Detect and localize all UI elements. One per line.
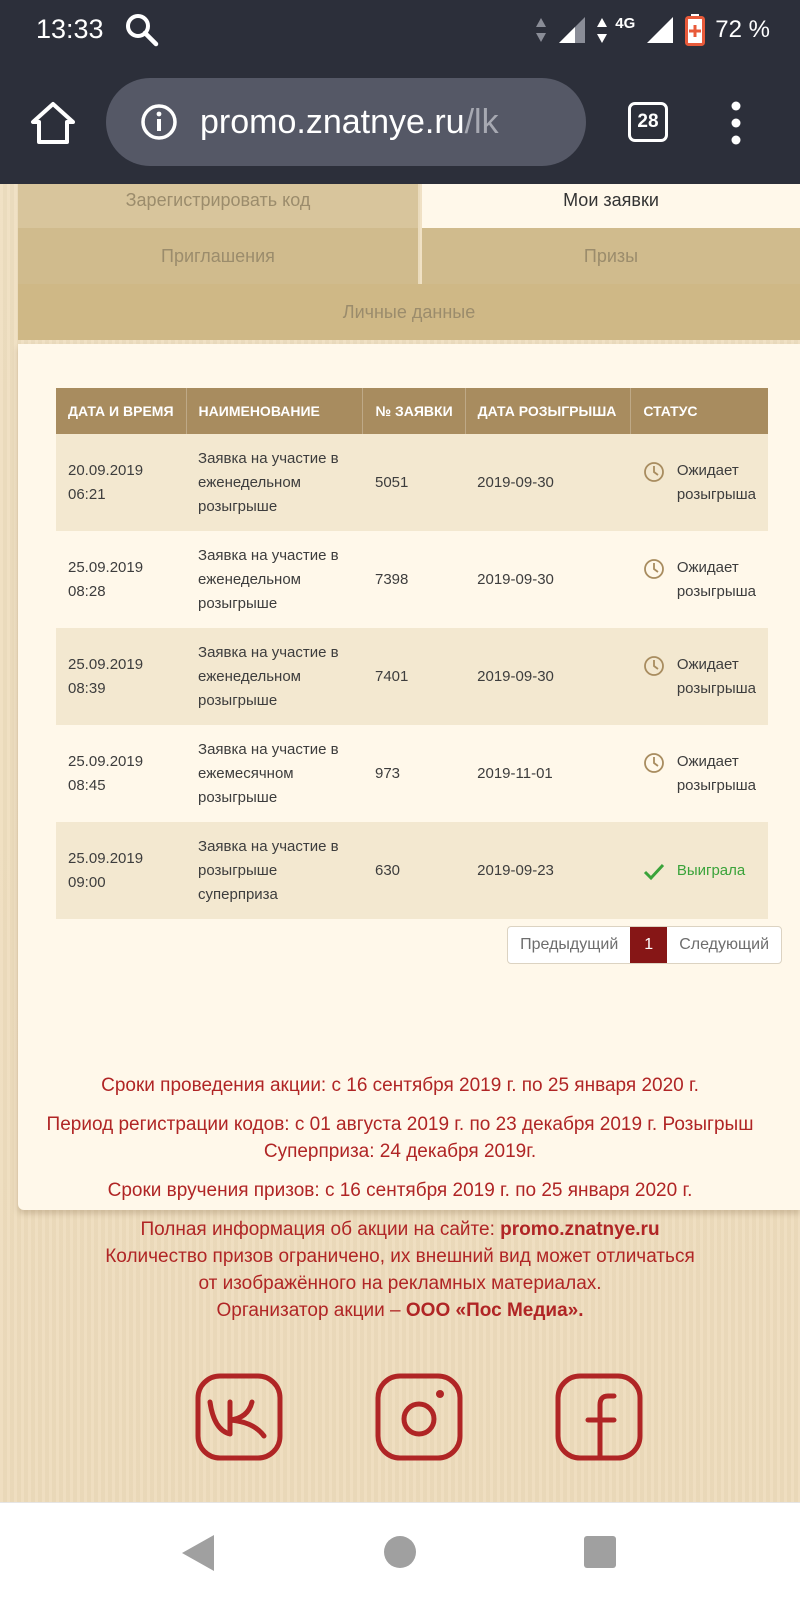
- application-name-line: розыгрыше: [198, 861, 278, 879]
- cell-draw-date: 2019-09-30: [465, 531, 631, 628]
- application-name-line: Заявка на участие в: [198, 449, 339, 467]
- tab-personal-data[interactable]: Личные данные: [18, 284, 800, 340]
- status-text: [677, 653, 756, 701]
- status-text-line: розыгрыша: [676, 776, 756, 794]
- cell-status: [631, 531, 768, 628]
- cell-date: 25.09.2019: [68, 752, 144, 770]
- cell-number: 7401: [363, 628, 465, 725]
- cell-date: 25.09.2019: [68, 558, 144, 576]
- cell-number: 7398: [363, 531, 465, 628]
- promo-info: [0, 1216, 800, 1324]
- status-indicators: [535, 12, 770, 48]
- cell-time: 09:00: [68, 873, 106, 891]
- home-nav-icon[interactable]: [383, 1535, 417, 1569]
- application-name-line: ежемесячном: [198, 764, 294, 782]
- info-icon[interactable]: [140, 103, 178, 141]
- pagination-next[interactable]: Следующий: [679, 936, 769, 953]
- cell-status: [631, 822, 768, 919]
- tab-switcher-button[interactable]: 28: [628, 102, 668, 142]
- status-text-line: Выиграла: [676, 861, 746, 879]
- battery-icon: [685, 14, 705, 46]
- pagination-current-page[interactable]: 1: [630, 927, 667, 963]
- col-header-number: № ЗАЯВКИ: [363, 388, 465, 434]
- system-nav-bar: [0, 1502, 800, 1600]
- table-row: [56, 628, 768, 725]
- table-row: [56, 725, 768, 822]
- cell-datetime: [56, 434, 186, 531]
- info-prefix: Полная информация об акции на сайте:: [140, 1219, 501, 1240]
- tab-invitations[interactable]: Приглашения: [18, 228, 418, 284]
- table-row: [56, 434, 768, 531]
- status-text-line: Ожидает: [676, 752, 739, 770]
- application-name-line: Заявка на участие в: [198, 740, 339, 758]
- status-text: [677, 459, 756, 507]
- status-text-line: розыгрыша: [676, 485, 756, 503]
- tab-register-code[interactable]: Зарегистрировать код: [18, 184, 418, 228]
- cell-status: [631, 628, 768, 725]
- cell-name: [186, 434, 363, 531]
- application-name-line: розыгрыше: [198, 594, 278, 612]
- status-text: [677, 859, 745, 883]
- cell-time: 06:21: [68, 485, 106, 503]
- col-header-draw-date: ДАТА РОЗЫГРЫША: [465, 388, 631, 434]
- network-type: 4G: [615, 14, 636, 32]
- page-content: [0, 184, 800, 1502]
- tab-my-applications[interactable]: Мои заявки: [422, 184, 800, 228]
- address-bar[interactable]: [106, 78, 586, 166]
- cell-date: 25.09.2019: [68, 655, 144, 673]
- instagram-icon[interactable]: [374, 1372, 464, 1462]
- limited-line-2: от изображённого на рекламных материалах.: [198, 1273, 602, 1294]
- search-icon: [124, 12, 160, 48]
- cell-draw-date: 2019-09-23: [465, 822, 631, 919]
- url-path: /lk: [464, 102, 499, 141]
- status-text-line: розыгрыша: [676, 582, 756, 600]
- cell-status: [631, 725, 768, 822]
- application-name-line: еженедельном: [198, 473, 301, 491]
- data-4g-arrows-icon: [597, 15, 617, 45]
- url-text[interactable]: [200, 103, 499, 142]
- clock-icon: [643, 461, 665, 483]
- cell-date: 25.09.2019: [68, 849, 144, 867]
- prize-delivery-period: Сроки вручения призов: с 16 сентября 2019 г. по 25 января 2020 г.: [107, 1180, 693, 1201]
- back-icon[interactable]: [180, 1533, 216, 1573]
- registration-period: [0, 1111, 800, 1165]
- cell-time: 08:45: [68, 776, 106, 794]
- data-arrows-icon: [535, 16, 547, 44]
- registration-line-1: Период регистрации кодов: с 01 августа 2019 г. по 23 декабря 2019 г. Розыгрыш: [46, 1114, 754, 1135]
- promo-period: Сроки проведения акции: с 16 сентября 2019 г. по 25 января 2020 г.: [101, 1075, 699, 1096]
- status-text-line: Ожидает: [676, 461, 739, 479]
- battery-percent: 72 %: [715, 16, 770, 43]
- application-name-line: еженедельном: [198, 570, 301, 588]
- status-text-line: Ожидает: [676, 655, 739, 673]
- application-name-line: розыгрыше: [198, 788, 278, 806]
- cell-name: [186, 531, 363, 628]
- facebook-icon[interactable]: [554, 1372, 644, 1462]
- application-name-line: Заявка на участие в: [198, 643, 339, 661]
- more-menu-icon[interactable]: [724, 98, 748, 148]
- status-text-line: Ожидает: [676, 558, 739, 576]
- vk-icon[interactable]: [194, 1372, 284, 1462]
- table-header-row: [56, 388, 768, 434]
- recent-apps-icon[interactable]: [583, 1535, 617, 1569]
- organizer-name: ООО «Пос Медиа».: [405, 1300, 584, 1321]
- clock-icon: [643, 655, 665, 677]
- col-header-status: СТАТУС: [631, 388, 768, 434]
- cell-datetime: [56, 628, 186, 725]
- cell-name: [186, 725, 363, 822]
- status-time: 13:33: [36, 14, 104, 44]
- clock-icon: [643, 558, 665, 580]
- cell-draw-date: 2019-09-30: [465, 628, 631, 725]
- cell-status: [631, 434, 768, 531]
- applications-table: [56, 388, 768, 919]
- signal-full-icon: [645, 15, 675, 45]
- application-name-line: Заявка на участие в: [198, 546, 339, 564]
- application-name-line: суперприза: [198, 885, 278, 903]
- cell-datetime: [56, 531, 186, 628]
- table-row: [56, 822, 768, 919]
- status-text: [677, 750, 756, 798]
- application-name-line: розыгрыше: [198, 497, 278, 515]
- limited-line-1: Количество призов ограничено, их внешний вид может отличаться: [105, 1246, 695, 1267]
- cell-draw-date: 2019-11-01: [465, 725, 631, 822]
- cell-time: 08:39: [68, 679, 106, 697]
- clock-icon: [643, 752, 665, 774]
- social-links: [0, 1372, 800, 1472]
- cell-draw-date: 2019-09-30: [465, 434, 631, 531]
- tab-prizes[interactable]: Призы: [422, 228, 800, 284]
- cell-number: 630: [363, 822, 465, 919]
- pagination: [507, 926, 782, 964]
- url-host: promo.znatnye.ru: [200, 102, 465, 141]
- table-row: [56, 531, 768, 628]
- application-name-line: розыгрыше: [198, 691, 278, 709]
- cell-number: 973: [363, 725, 465, 822]
- status-text: [677, 556, 756, 604]
- status-text-line: розыгрыша: [676, 679, 756, 697]
- browser-toolbar: [0, 62, 800, 184]
- cell-name: [186, 822, 363, 919]
- cell-date: 20.09.2019: [68, 461, 144, 479]
- col-header-date: ДАТА И ВРЕМЯ: [56, 388, 186, 434]
- cell-time: 08:28: [68, 582, 106, 600]
- status-bar: [0, 0, 800, 62]
- col-header-name: НАИМЕНОВАНИЕ: [186, 388, 363, 434]
- cell-datetime: [56, 822, 186, 919]
- application-name-line: Заявка на участие в: [198, 837, 339, 855]
- cell-number: 5051: [363, 434, 465, 531]
- check-icon: [643, 861, 665, 883]
- pagination-prev[interactable]: Предыдущий: [520, 936, 619, 953]
- application-name-line: еженедельном: [198, 667, 301, 685]
- cell-name: [186, 628, 363, 725]
- organizer-prefix: Организатор акции –: [216, 1300, 406, 1321]
- cell-datetime: [56, 725, 186, 822]
- promo-footer: [0, 1072, 800, 1324]
- registration-line-2: Суперприза: 24 декабря 2019г.: [263, 1141, 537, 1162]
- signal-icon: [557, 15, 587, 45]
- home-icon[interactable]: [30, 100, 76, 146]
- info-site-link[interactable]: promo.znatnye.ru: [500, 1219, 660, 1240]
